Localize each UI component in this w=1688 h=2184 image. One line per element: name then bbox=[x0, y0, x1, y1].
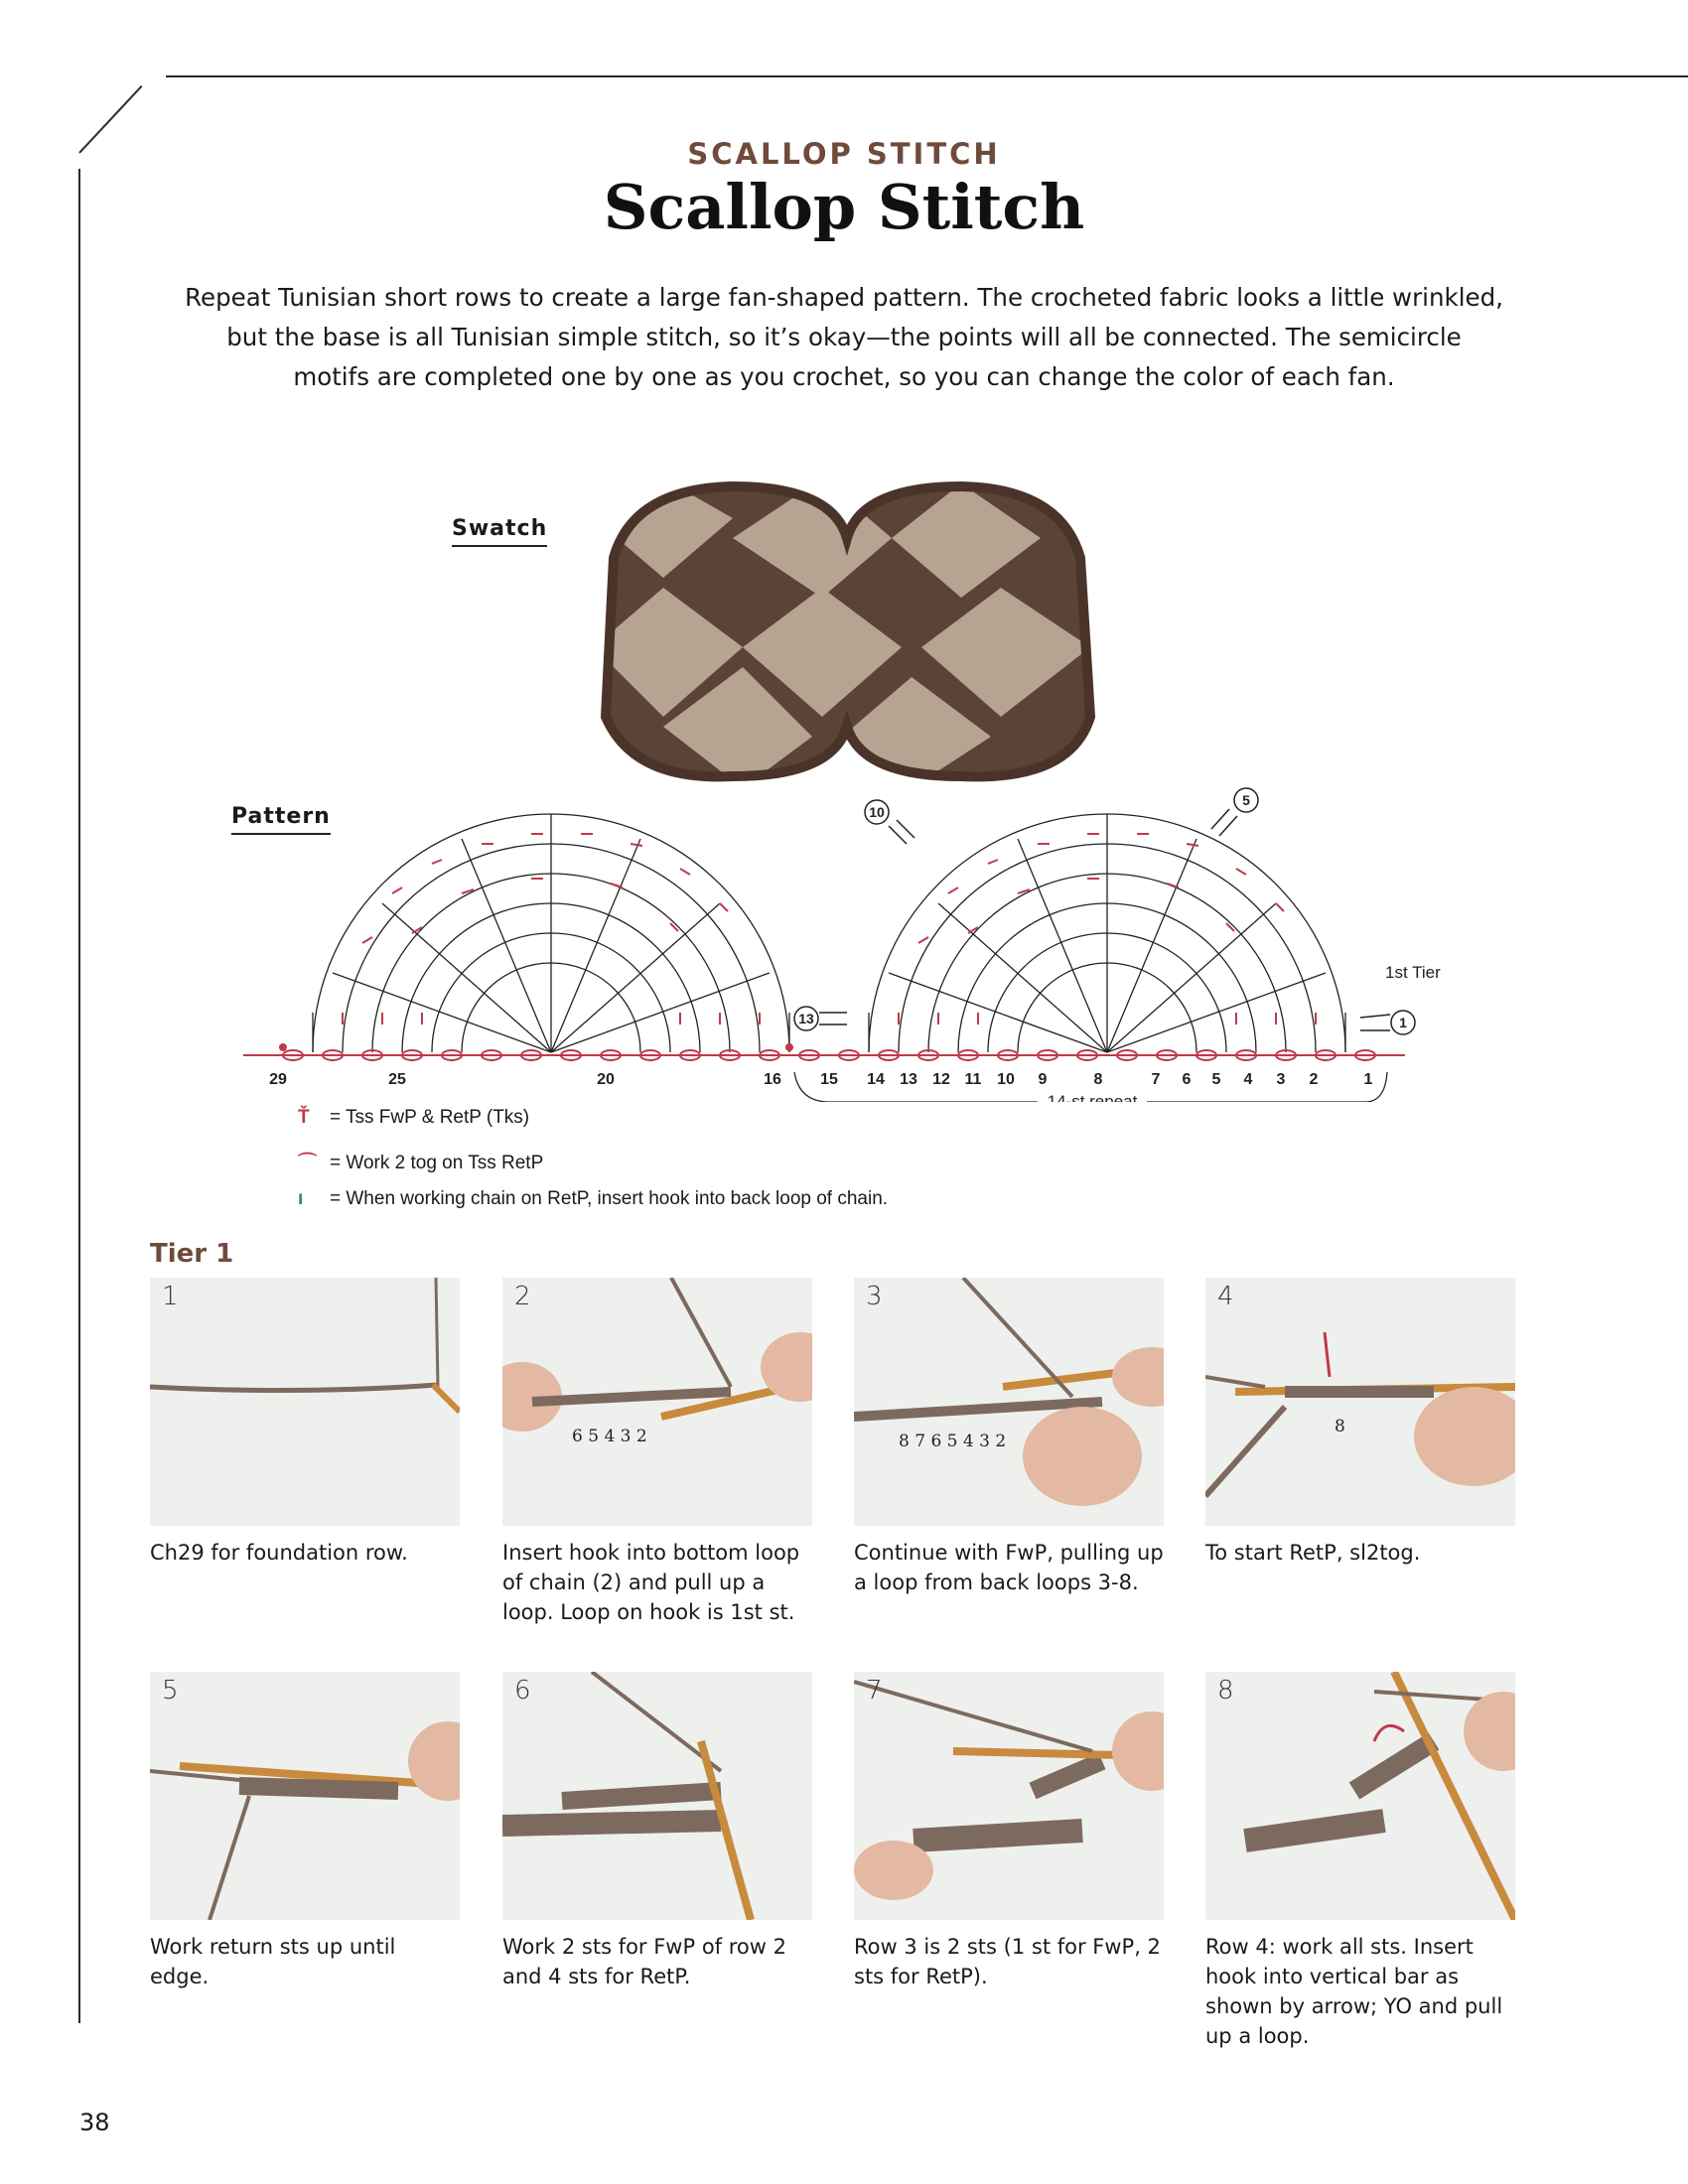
step-photo bbox=[150, 1672, 460, 1920]
step-photo bbox=[150, 1278, 460, 1526]
repeat-label: 14-st repeat bbox=[1047, 1092, 1138, 1102]
step-caption: Row 3 is 2 sts (1 st for FwP, 2 sts for RetP). bbox=[854, 1935, 1161, 1988]
stitch-number: 29 bbox=[269, 1071, 287, 1088]
stitch-count-overlay: 8 7 6 5 4 3 2 bbox=[899, 1432, 1007, 1451]
page-number: 38 bbox=[79, 2109, 110, 2136]
stitch-number: 8 bbox=[1093, 1071, 1103, 1088]
work-2-tog-symbol-icon: ⌒ bbox=[298, 1153, 318, 1173]
swatch-photo bbox=[594, 478, 1100, 788]
step-caption: Work return sts up until edge. bbox=[150, 1935, 396, 1988]
step-number: 1 bbox=[162, 1282, 179, 1311]
stitch-count-overlay: 8 bbox=[1335, 1417, 1345, 1436]
step-caption: Row 4: work all sts. Insert hook into vertical bar as shown by arrow; YO and pull up a loop. bbox=[1205, 1935, 1503, 2048]
stitch-number: 5 bbox=[1211, 1071, 1221, 1088]
stitch-number: 12 bbox=[932, 1071, 950, 1088]
legend-text: = Tss FwP & RetP (Tks) bbox=[330, 1107, 530, 1128]
legend-text: = When working chain on RetP, insert hook into back loop of chain. bbox=[330, 1188, 889, 1209]
step-number: 7 bbox=[866, 1676, 883, 1706]
stitch-number: 13 bbox=[900, 1071, 917, 1088]
stitch-number: 15 bbox=[820, 1071, 838, 1088]
legend-text: = Work 2 tog on Tss RetP bbox=[330, 1153, 544, 1173]
step-caption: Work 2 sts for FwP of row 2 and 4 sts for RetP. bbox=[502, 1935, 786, 1988]
legend-item bbox=[298, 1188, 888, 1210]
section-kicker: SCALLOP STITCH bbox=[687, 137, 1001, 171]
step-photo bbox=[854, 1672, 1164, 1920]
stitch-number: 9 bbox=[1038, 1071, 1048, 1088]
stitch-number: 16 bbox=[764, 1071, 781, 1088]
step-photo bbox=[502, 1672, 812, 1920]
pattern-label: Pattern bbox=[231, 804, 331, 835]
step-number: 5 bbox=[162, 1676, 179, 1706]
step-photo bbox=[502, 1278, 812, 1526]
circled-label: 5 bbox=[1242, 792, 1250, 808]
step-number: 6 bbox=[514, 1676, 531, 1706]
stitch-number: 10 bbox=[997, 1071, 1015, 1088]
tier-heading: Tier 1 bbox=[150, 1239, 234, 1269]
step-photo bbox=[1205, 1278, 1515, 1526]
circled-label: 10 bbox=[869, 804, 885, 820]
circled-label: 13 bbox=[798, 1011, 814, 1026]
step-number: 8 bbox=[1217, 1676, 1234, 1706]
legend-item bbox=[298, 1107, 529, 1129]
swatch-label: Swatch bbox=[452, 516, 547, 547]
step-photo bbox=[854, 1278, 1164, 1526]
stitch-number: 4 bbox=[1243, 1071, 1253, 1088]
stitch-number: 3 bbox=[1276, 1071, 1286, 1088]
stitch-number: 2 bbox=[1309, 1071, 1319, 1088]
back-loop-symbol-icon: ı bbox=[298, 1188, 304, 1209]
step-caption: Continue with FwP, pulling up a loop from back loops 3-8. bbox=[854, 1541, 1164, 1594]
intro-line: Repeat Tunisian short rows to create a large fan-shaped pattern. The crocheted fabric looks a little wrinkled, bbox=[185, 283, 1503, 312]
step-number: 3 bbox=[866, 1282, 883, 1311]
legend-item bbox=[298, 1148, 543, 1174]
pattern-diagram bbox=[233, 774, 1455, 1102]
tier-label: 1st Tier bbox=[1385, 963, 1441, 982]
stitch-count-overlay: 6 5 4 3 2 bbox=[572, 1427, 647, 1446]
intro-line: but the base is all Tunisian simple stitch, so it’s okay—the points will all be connected. The semicircle bbox=[226, 323, 1462, 351]
intro-paragraph bbox=[159, 278, 1529, 397]
stitch-number: 25 bbox=[388, 1071, 406, 1088]
step-caption: Insert hook into bottom loop of chain (2) and pull up a loop. Loop on hook is 1st st. bbox=[502, 1541, 800, 1624]
stitch-number: 20 bbox=[597, 1071, 615, 1088]
step-number: 2 bbox=[514, 1282, 531, 1311]
stitch-number: 1 bbox=[1363, 1071, 1373, 1088]
stitch-number: 6 bbox=[1182, 1071, 1192, 1088]
circled-label: 1 bbox=[1399, 1015, 1407, 1030]
tss-symbol-icon: Ť bbox=[298, 1107, 310, 1128]
stitch-number: 14 bbox=[867, 1071, 885, 1088]
stitch-number: 11 bbox=[964, 1071, 982, 1088]
step-photo bbox=[1205, 1672, 1515, 1920]
intro-line: motifs are completed one by one as you crochet, so you can change the color of each fan. bbox=[293, 362, 1395, 391]
page-title: Scallop Stitch bbox=[603, 171, 1085, 243]
stitch-number: 7 bbox=[1151, 1071, 1161, 1088]
step-caption: To start RetP, sl2tog. bbox=[1205, 1541, 1421, 1565]
step-caption: Ch29 for foundation row. bbox=[150, 1541, 408, 1565]
left-margin-rule bbox=[78, 169, 80, 2023]
top-rule bbox=[166, 75, 1688, 77]
step-number: 4 bbox=[1217, 1282, 1234, 1311]
